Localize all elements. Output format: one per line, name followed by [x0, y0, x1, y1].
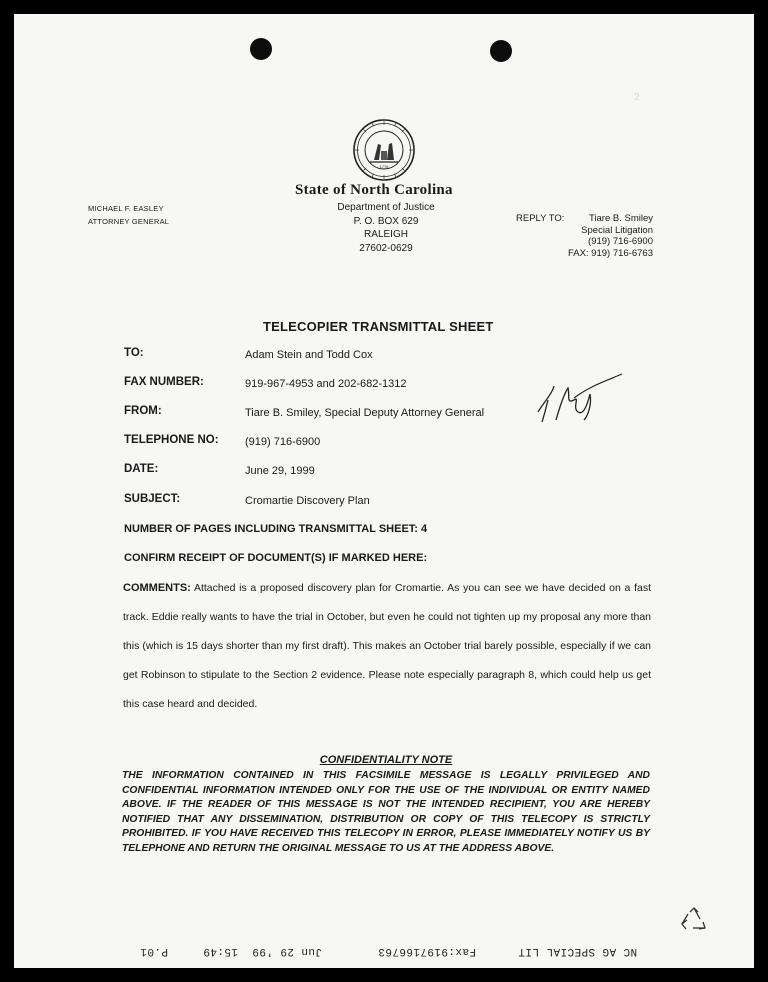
punch-hole-right: [490, 40, 512, 62]
from-label: FROM:: [124, 405, 162, 417]
attorney-general-name: MICHAEL F. EASLEY: [88, 204, 164, 213]
reply-name: Tiare B. Smiley: [588, 213, 653, 224]
reply-dept: Special Litigation: [581, 224, 653, 236]
attorney-general-title: ATTORNEY GENERAL: [88, 217, 170, 226]
fax-page: [14, 14, 754, 968]
recycle-icon: [680, 906, 708, 934]
date-value: June 29, 1999: [245, 465, 315, 477]
telephone-value: (919) 716-6900: [245, 436, 321, 448]
faint-mark: 2: [634, 92, 640, 103]
state-name: State of North Carolina: [295, 182, 453, 198]
svg-text:1776: 1776: [379, 164, 389, 169]
to-value: Adam Stein and Todd Cox: [245, 349, 373, 361]
confidentiality-heading: CONFIDENTIALITY NOTE: [319, 754, 453, 766]
fax-number-value: 919-967-4953 and 202-682-1312: [245, 378, 407, 390]
document-title: TELECOPIER TRANSMITTAL SHEET: [263, 319, 494, 334]
punch-hole-left: [250, 38, 272, 60]
fax-number-label: FAX NUMBER:: [124, 376, 204, 388]
number-of-pages: NUMBER OF PAGES INCLUDING TRANSMITTAL SHEET: 4: [124, 523, 428, 535]
to-label: TO:: [124, 347, 144, 359]
subject-value: Cromartie Discovery Plan: [245, 495, 370, 507]
department-name: Department of Justice: [337, 202, 435, 213]
subject-label: SUBJECT:: [124, 493, 181, 505]
fax-footer-line: NC AG SPECIAL LIT Fax:9197166763 Jun 29 '99 15:49 P.01: [140, 945, 638, 957]
comments-label: COMMENTS:: [123, 582, 191, 594]
attorney-general-block: [88, 202, 169, 228]
reply-to-block: [516, 213, 653, 259]
reply-fax: FAX: 919) 716-6763: [567, 247, 653, 259]
po-box: P. O. BOX 629: [353, 215, 419, 227]
city: RALEIGH: [364, 229, 408, 240]
comments-text: Attached is a proposed discovery plan for Cromartie. As you can see we have decided on a fast track. Eddie really wants to have the trial in October, but even he could not tighten up my proposal any more than this (which is 15 days shorter than my first draft). This makes an October trial barely possible, especially if we can get Robinson to stipulate to the Section 2 evidence. Please note especially paragraph 8, which could help us get this case heard and decided.: [123, 582, 651, 710]
confidentiality-notice: THE INFORMATION CONTAINED IN THIS FACSIMILE MESSAGE IS LEGALLY PRIVILEGED AND CONFIDENTIAL INFORMATION INTENDED ONLY FOR THE USE OF THE INDIVIDUAL OR ENTITY NAMED ABOVE. IF THE READER OF THIS MESSAGE IS NOT THE INTENDED RECIPIENT, YOU ARE HEREBY NOTIFIED THAT ANY DISSEMINATION, DISTRIBUTION OR COPY OF THIS TELECOPY IS STRICTLY PROHIBITED. IF YOU HAVE RECEIVED THIS TELECOPY IN ERROR, PLEASE IMMEDIATELY NOTIFY US BY TELEPHONE AND RETURN THE ORIGINAL MESSAGE TO US AT THE ADDRESS ABOVE.: [122, 770, 650, 854]
reply-to-label: REPLY TO:: [516, 213, 565, 224]
reply-phone: (919) 716-6900: [588, 236, 653, 247]
state-seal-icon: [352, 118, 416, 182]
from-value: Tiare B. Smiley, Special Deputy Attorney General: [245, 407, 485, 419]
zip: 27602-0629: [359, 242, 413, 254]
department-address: [286, 201, 486, 255]
date-label: DATE:: [124, 463, 159, 475]
confirm-receipt: CONFIRM RECEIPT OF DOCUMENT(S) IF MARKED HERE:: [124, 552, 428, 564]
comments-paragraph: [123, 574, 651, 719]
reply-line-1: [516, 213, 653, 225]
handwritten-signature: [530, 372, 626, 428]
telephone-label: TELEPHONE NO:: [124, 434, 219, 446]
